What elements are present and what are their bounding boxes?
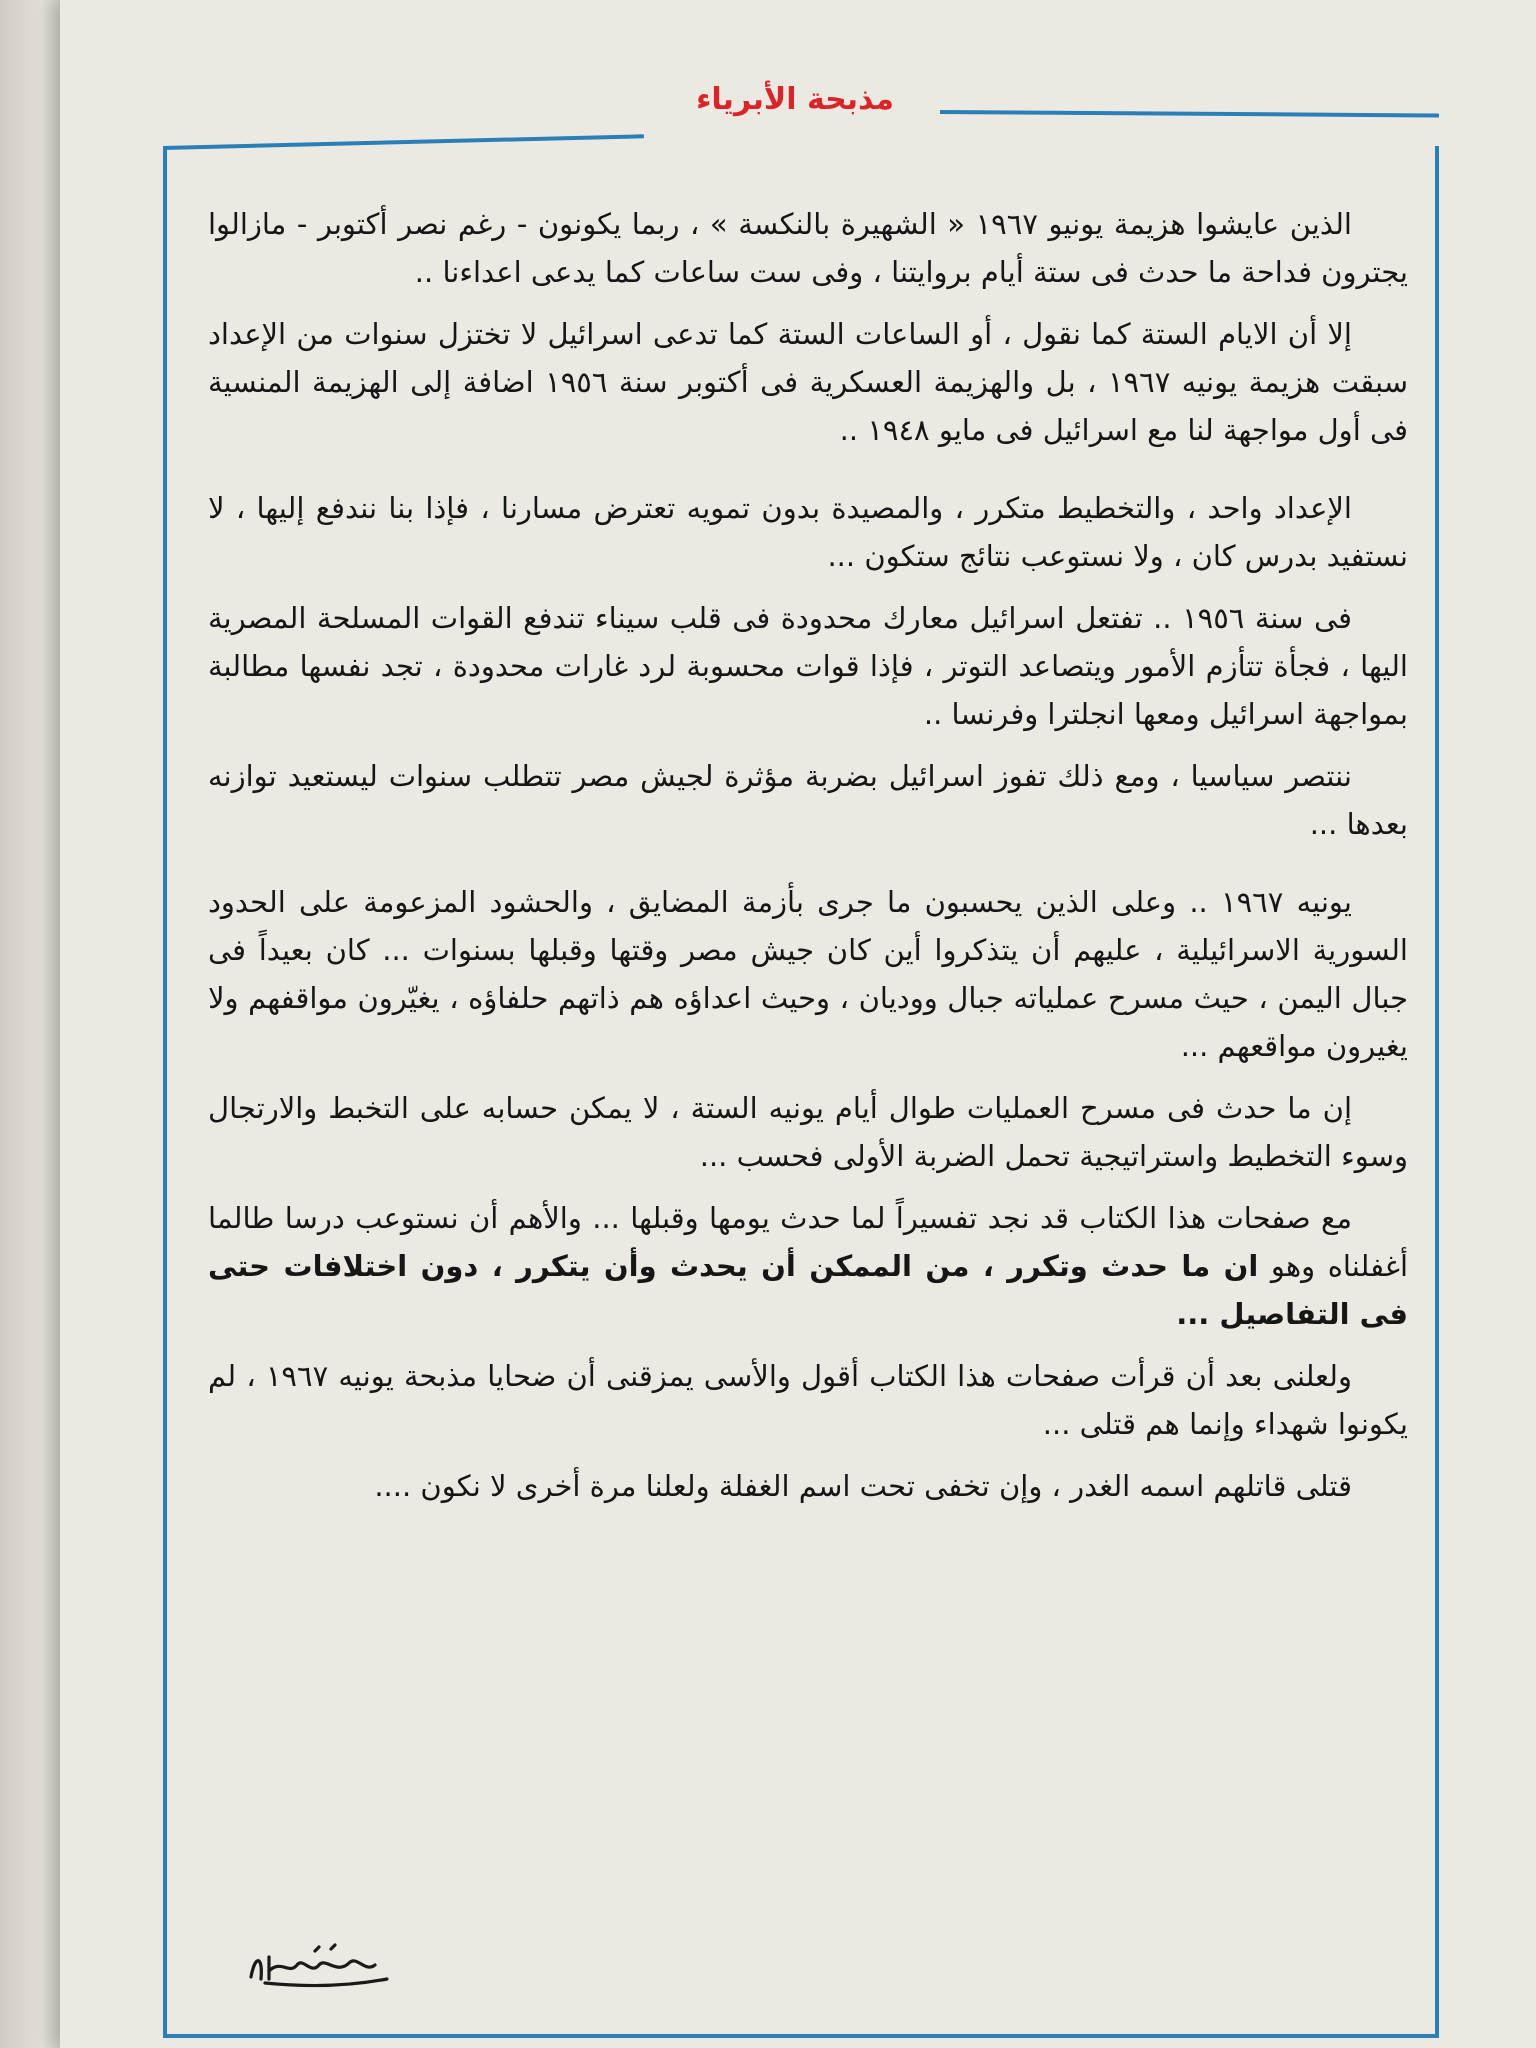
paragraph-4: فى سنة ١٩٥٦ .. تفتعل اسرائيل معارك محدودة فى قلب سيناء تندفع القوات المسلحة المصرية اليها ، فجأة تتأزم الأمور ويتصاعد التوتر ، فإذا قوات محسوبة لرد غارات محدودة ، تجد نفسها مطالبة بمواجهة اسرائيل ومعها انجلترا وفرنسا ..	[208, 601, 1408, 731]
paragraph-5: ننتصر سياسيا ، ومع ذلك تفوز اسرائيل بضربة مؤثرة لجيش مصر تتطلب سنوات ليستعيد توازنه بعدها ...	[208, 759, 1408, 841]
page-body	[208, 200, 1408, 1524]
paragraph-8-bold: ان ما حدث وتكرر ، من الممكن أن يحدث وأن يتكرر ، دون اختلافات حتى فى التفاصيل ...	[208, 1249, 1408, 1331]
paragraph-9: ولعلنى بعد أن قرأت صفحات هذا الكتاب أقول والأسى يمزقنى أن ضحايا مذبحة يونيه ١٩٦٧ ، لم يكونوا شهداء وإنما هم قتلى ...	[208, 1359, 1408, 1441]
paragraph-6: يونيه ١٩٦٧ .. وعلى الذين يحسبون ما جرى بأزمة المضايق ، والحشود المزعومة على الحدود السورية الاسرائيلية ، عليهم أن يتذكروا أين كان جيش مصر وقتها وقبلها بسنوات ... كان بعيداً فى جبال اليمن ، حيث مسرح عملياته جبال ووديان ، وحيث اعداؤه هم ذاتهم حلفاؤه ، يغيّرون مواقفهم ولا يغيرون مواقعهم ...	[208, 885, 1408, 1063]
paragraph-8	[208, 1194, 1408, 1338]
paragraph-3: الإعداد واحد ، والتخطيط متكرر ، والمصيدة بدون تمويه تعترض مسارنا ، فإذا بنا نندفع إليها ، لا نستفيد بدرس كان ، ولا نستوعب نتائج ستكون ...	[208, 491, 1408, 573]
page-title: مذبحة الأبرياء	[696, 82, 894, 117]
author-signature	[245, 1935, 395, 1995]
paragraph-8-regular: مع صفحات هذا الكتاب قد نجد تفسيراً لما حدث يومها وقبلها ... والأهم أن نستوعب درسا طالما أغفلناه وهو	[208, 1201, 1409, 1283]
paragraph-1: الذين عايشوا هزيمة يونيو ١٩٦٧ « الشهيرة بالنكسة » ، ربما يكونون - رغم نصر أكتوبر - مازالوا يجترون فداحة ما حدث فى ستة أيام بروايتنا ، وفى ست ساعات كما يدعى اعداءنا ..	[208, 207, 1408, 289]
paragraph-2: إلا أن الايام الستة كما نقول ، أو الساعات الستة كما تدعى اسرائيل لا تختزل سنوات من الإعداد سبقت هزيمة يونيه ١٩٦٧ ، بل والهزيمة العسكرية فى أكتوبر سنة ١٩٥٦ اضافة إلى الهزيمة المنسية فى أول مواجهة لنا مع اسرائيل فى مايو ١٩٤٨ ..	[208, 317, 1409, 447]
paragraph-7: إن ما حدث فى مسرح العمليات طوال أيام يونيه الستة ، لا يمكن حسابه على التخبط والارتجال وسوء التخطيط واستراتيجية تحمل الضربة الأولى فحسب ...	[208, 1091, 1408, 1173]
paragraph-10: قتلى قاتلهم اسمه الغدر ، وإن تخفى تحت اسم الغفلة ولعلنا مرة أخرى لا نكون ....	[374, 1469, 1352, 1503]
page-spine	[0, 0, 60, 2048]
